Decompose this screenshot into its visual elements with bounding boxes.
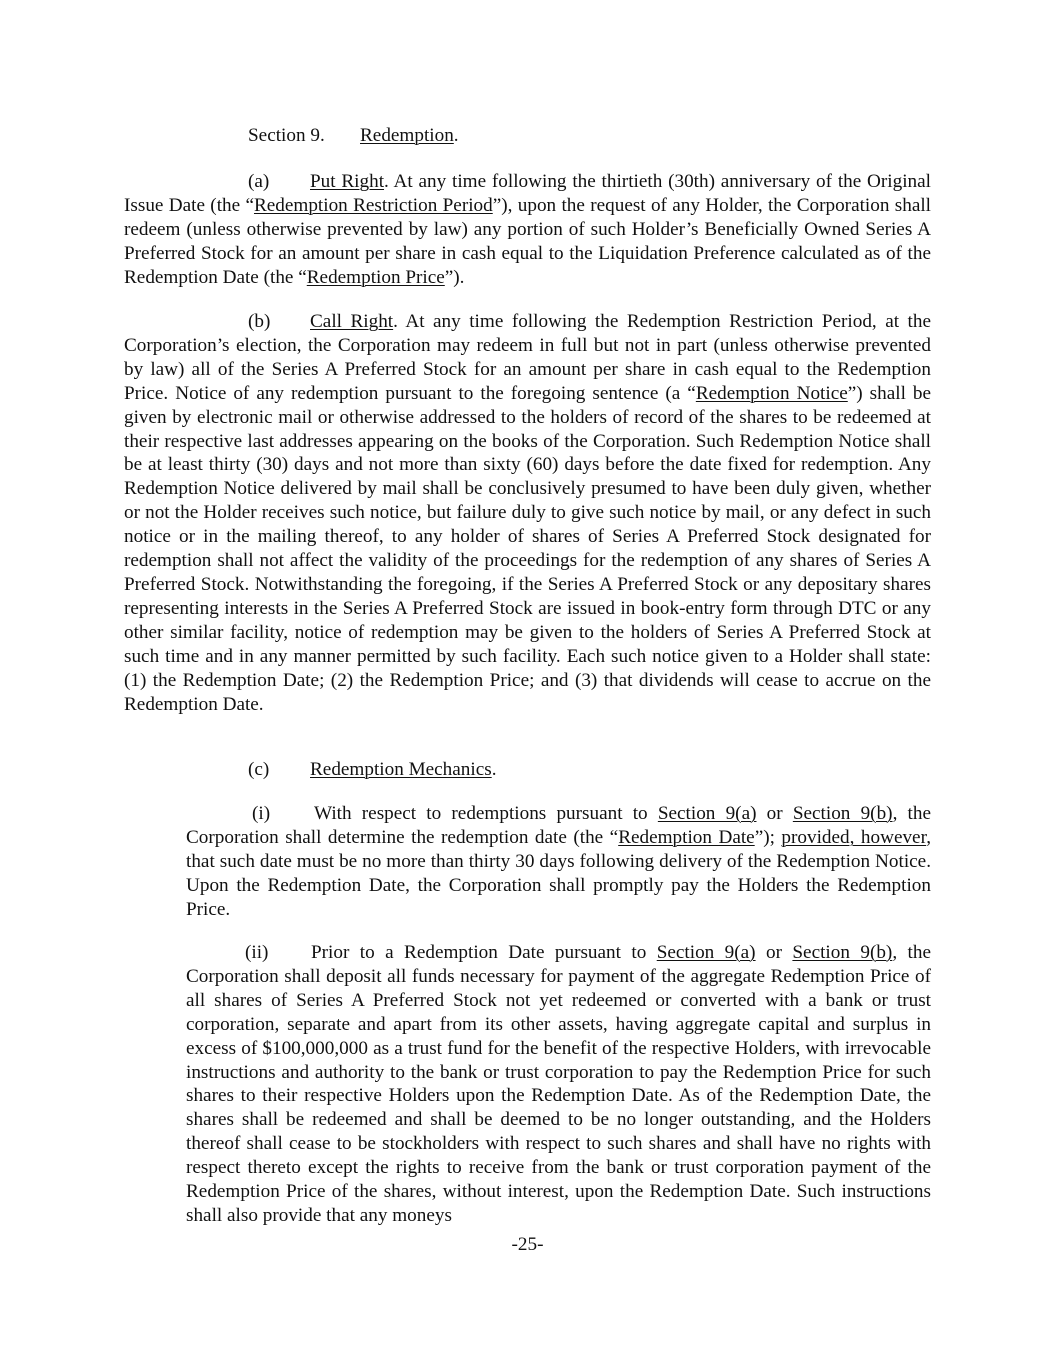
subparagraph-ii bbox=[186, 941, 931, 1228]
subparagraph-ii-text-3: , the Corporation shall deposit all funds necessary for payment of the aggregate Redemption Price of all shares of Series A Preferred Stock not yet redeemed or converted with a bank or trust corporation, separate and apart from its other assets, having aggregate capital and surplus in excess of $100,000,000 as a trust fund for the benefit of the respective Holders, with irrevocable instructions and authority to the bank or trust corporation to pay the Redemption Price for such shares to their respective Holders upon the Redemption Date. As of the Redemption Date, the shares shall be redeemed and shall be deemed to be no longer outstanding, and the Holders thereof shall cease to be stockholders with respect to such shares and shall have no rights with respect thereto except the rights to receive from the bank or trust corporation payment of the Redemption Price of the shares, without interest, upon the Redemption Date. Such instructions shall also provide that any moneys bbox=[186, 942, 931, 1226]
paragraph-a-text-1: . At any time following the thirtieth (30th) anniversary of the Original Issue Date (the “ bbox=[124, 171, 931, 216]
paragraph-b-number: (b) bbox=[248, 311, 271, 332]
subparagraph-i-text-4: ”); bbox=[754, 826, 782, 848]
defined-term-redemption-restriction-period: Redemption Restriction Period bbox=[253, 194, 493, 216]
defined-term-redemption-price: Redemption Price bbox=[306, 266, 445, 288]
subparagraph-ii-number: (ii) bbox=[245, 942, 269, 963]
section-title: Redemption bbox=[360, 125, 454, 146]
paragraph-call-right bbox=[124, 310, 931, 716]
subparagraph-i-text-5: , that such date must be no more than thirty 30 days following delivery of the Redemption Notice. Upon the Redemption Date, the Corporation shall promptly pay the Holders the Redemption Price. bbox=[186, 826, 931, 920]
put-right-heading: Put Right bbox=[310, 171, 385, 192]
page-number: -25- bbox=[511, 1234, 544, 1255]
section-title-period: . bbox=[453, 125, 459, 146]
subparagraph-i-text-2: or bbox=[756, 803, 793, 824]
subparagraph-ii-text-2: or bbox=[755, 942, 793, 963]
cross-reference-section-9a: Section 9(a) bbox=[656, 942, 756, 963]
paragraph-a-text-2: ”), upon the request of any Holder, the Corporation shall redeem (unless otherwise prevented by law) any portion of such Holder’s Beneficially Owned Series A Preferred Stock for an amount per share in cash equal to the Liquidation Preference calculated as of the Redemption Date (the “ bbox=[124, 194, 931, 288]
defined-term-redemption-date: Redemption Date bbox=[618, 826, 755, 848]
paragraph-put-right bbox=[124, 170, 931, 290]
subparagraph-i bbox=[186, 802, 931, 922]
cross-reference-section-9b: Section 9(b) bbox=[792, 803, 893, 824]
cross-reference-section-9a: Section 9(a) bbox=[657, 803, 757, 824]
call-right-heading: Call Right bbox=[310, 311, 394, 332]
paragraph-c-number: (c) bbox=[248, 759, 270, 780]
paragraph-b-text-1: . At any time following the Redemption Restriction Period, at the Corporation’s election, the Corporation may redeem in full but not in part (unless otherwise prevented by law) all of the Series A Preferred Stock for an amount per share in cash equal to the Redemption Price. Notice of any redemption pursuant to the foregoing sentence (a “ bbox=[124, 311, 931, 404]
proviso-phrase: provided, however bbox=[781, 826, 927, 848]
redemption-mechanics-heading: Redemption Mechanics bbox=[310, 759, 492, 780]
paragraph-a-number: (a) bbox=[248, 171, 270, 192]
subparagraph-i-text-1: With respect to redemptions pursuant to bbox=[314, 803, 658, 824]
subparagraph-i-text-3: , the Corporation shall determine the redemption date (the “ bbox=[186, 803, 931, 848]
paragraph-redemption-mechanics bbox=[248, 758, 497, 782]
subparagraph-ii-text-1: Prior to a Redemption Date pursuant to bbox=[311, 942, 657, 963]
defined-term-redemption-notice: Redemption Notice bbox=[695, 382, 848, 404]
paragraph-b-text-2: ”) shall be given by electronic mail or otherwise addressed to the holders of record of the shares to be redeemed at their respective last addresses appearing on the books of the Corporation. Such Redemption Notice shall be at least thirty (30) days and not more than sixty (60) days before the date fixed for redemption. Any Redemption Notice delivered by mail shall be conclusively presumed to have been duly given, whether or not the Holder receives such notice, but failure duly to give such notice by mail, or any defect in such notice or in the mailing thereof, to any holder of shares of Series A Preferred Stock designated for redemption shall not affect the validity of the proceedings for the redemption of any shares of Series A Preferred Stock. Notwithstanding the foregoing, if the Series A Preferred Stock or any depositary shares representing interests in the Series A Preferred Stock are issued in book-entry form through DTC or any other similar facility, notice of redemption may be given to the holders of Series A Preferred Stock at such time and in any manner permitted by such facility. Each such notice given to a Holder shall state: (1) the Redemption Date; (2) the Redemption Price; and (3) that dividends will cease to accrue on the Redemption Date. bbox=[124, 382, 931, 715]
subparagraph-i-number: (i) bbox=[252, 803, 271, 824]
paragraph-c-period: . bbox=[491, 759, 497, 780]
cross-reference-section-9b: Section 9(b) bbox=[792, 942, 893, 963]
section-label: Section 9. bbox=[248, 125, 325, 146]
section-heading bbox=[248, 124, 459, 148]
paragraph-a-text-3: ”). bbox=[444, 266, 465, 288]
